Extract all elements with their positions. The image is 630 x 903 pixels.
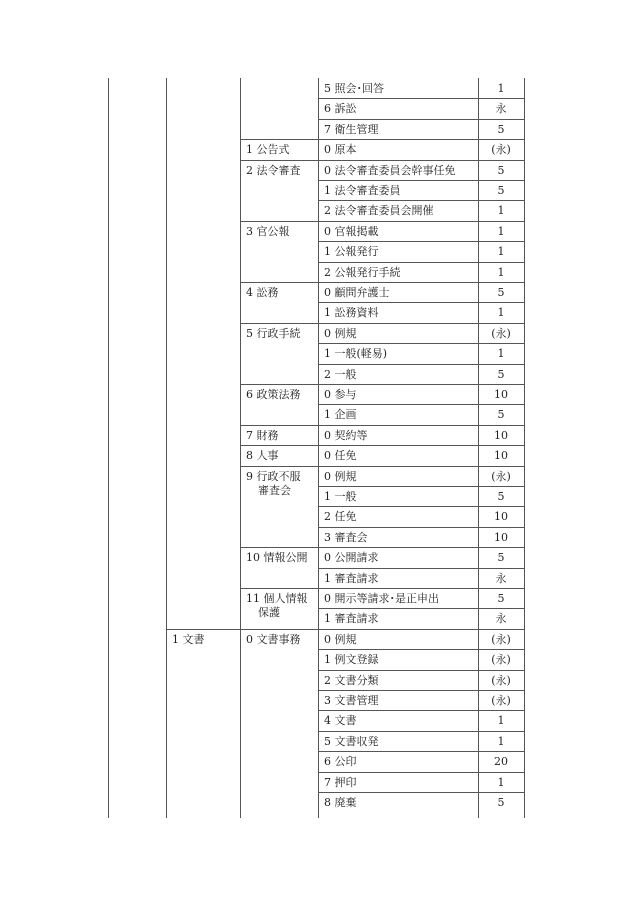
category-detail: 0 官報掲載: [324, 224, 379, 238]
row-separator: [240, 323, 525, 324]
row-separator: [166, 629, 525, 630]
category-detail: 1 一般(軽易): [324, 347, 388, 361]
row-separator: [318, 119, 525, 120]
category-small: 4 訟務: [246, 286, 279, 299]
category-detail: 6 訴訟: [324, 102, 357, 116]
category-detail: 2 一般: [324, 367, 357, 381]
retention-period: (永): [491, 653, 511, 667]
category-small-line2: 審査会: [258, 483, 291, 497]
retention-period: 1: [497, 224, 505, 238]
retention-period: (永): [491, 694, 511, 707]
retention-period: 5: [497, 796, 505, 809]
category-detail: 1 一般: [324, 490, 357, 503]
retention-period: 5: [497, 184, 505, 197]
row-separator: [318, 608, 525, 609]
category-detail: 2 文書分類: [324, 673, 379, 687]
category-detail: 7 押印: [324, 775, 357, 789]
retention-period: 1: [497, 204, 505, 218]
retention-period: 5: [497, 367, 505, 381]
category-small: 2 法令審査: [246, 163, 301, 177]
category-detail: 0 任免: [324, 449, 357, 463]
row-separator: [318, 649, 525, 650]
retention-period: 5: [497, 163, 505, 177]
retention-period: (永): [491, 632, 511, 646]
table-vline-0: [108, 78, 109, 818]
retention-period: 5: [497, 551, 505, 565]
retention-period: 1: [497, 734, 505, 748]
row-separator: [318, 527, 525, 528]
category-detail: 7 衛生管理: [324, 122, 379, 136]
category-detail: 4 文書: [324, 714, 357, 728]
retention-period: 10: [494, 388, 508, 401]
category-small: 0 文書事務: [246, 632, 301, 646]
retention-period: 1: [497, 245, 505, 259]
category-detail: 0 例規: [324, 632, 357, 646]
row-separator: [318, 690, 525, 691]
row-separator: [240, 588, 525, 589]
row-separator: [240, 139, 525, 140]
row-separator: [318, 670, 525, 671]
category-detail: 1 法令審査委員: [324, 184, 401, 197]
category-small: 11 個人情報: [246, 592, 308, 605]
retention-period: 1: [497, 265, 505, 279]
retention-period: 1: [497, 775, 505, 789]
retention-period: 1: [497, 306, 505, 320]
row-separator: [240, 282, 525, 283]
row-separator: [318, 302, 525, 303]
category-small: 5 行政手続: [246, 326, 301, 340]
row-separator: [318, 200, 525, 201]
category-detail: 3 文書管理: [324, 694, 379, 707]
retention-period: 5: [497, 592, 505, 605]
table-vline-5: [524, 78, 525, 818]
category-detail: 0 開示等請求･是正申出: [324, 592, 439, 605]
row-separator: [318, 568, 525, 569]
table-vline-2: [240, 78, 241, 818]
category-detail: 0 例規: [324, 326, 357, 340]
category-small: 10 情報公開: [246, 551, 308, 565]
category-small-line2: 保護: [258, 606, 280, 619]
category-small: 3 官公報: [246, 224, 290, 238]
category-detail: 1 審査請求: [324, 612, 379, 626]
retention-period: 1: [497, 714, 505, 728]
row-separator: [318, 710, 525, 711]
row-separator: [318, 364, 525, 365]
category-detail: 0 法令審査委員会幹事任免: [324, 163, 456, 177]
retention-period: (永): [491, 469, 511, 483]
table-vline-3: [318, 78, 319, 818]
row-separator: [318, 772, 525, 773]
category-detail: 1 例文登録: [324, 653, 379, 667]
category-detail: 2 法令審査委員会開催: [324, 204, 434, 218]
row-separator: [318, 486, 525, 487]
retention-period: 永: [495, 571, 507, 585]
category-detail: 1 審査請求: [324, 571, 379, 585]
row-separator: [318, 404, 525, 405]
category-detail: 1 公報発行: [324, 245, 379, 259]
retention-period: 10: [494, 428, 508, 442]
retention-period: 10: [494, 449, 508, 463]
retention-period: (永): [491, 673, 511, 687]
category-detail: 0 例規: [324, 469, 357, 483]
category-small: 6 政策法務: [246, 388, 301, 401]
category-detail: 5 文書収発: [324, 734, 379, 748]
retention-period: 5: [497, 122, 505, 136]
row-separator: [318, 506, 525, 507]
category-detail: 0 参与: [324, 388, 357, 401]
row-separator: [240, 384, 525, 385]
row-separator: [318, 792, 525, 793]
category-detail: 3 審査会: [324, 530, 368, 544]
category-detail: 0 公開請求: [324, 551, 379, 565]
row-separator: [318, 180, 525, 181]
category-mid: 1 文書: [172, 632, 205, 646]
row-separator: [318, 98, 525, 99]
table-vline-1: [166, 78, 167, 818]
row-separator: [240, 221, 525, 222]
category-small: 9 行政不服: [246, 469, 301, 483]
row-separator: [318, 262, 525, 263]
retention-period: 1: [497, 82, 505, 95]
row-separator: [240, 466, 525, 467]
retention-period: 永: [495, 612, 507, 626]
row-separator: [240, 425, 525, 426]
category-detail: 1 企画: [324, 408, 357, 422]
category-detail: 2 公報発行手続: [324, 265, 401, 279]
category-small: 8 人事: [246, 449, 279, 463]
row-separator: [240, 160, 525, 161]
row-separator: [318, 343, 525, 344]
retention-period: 5: [497, 408, 505, 422]
category-small: 1 公告式: [246, 143, 290, 157]
retention-period: 10: [494, 510, 508, 524]
row-separator: [318, 241, 525, 242]
row-separator: [240, 445, 525, 446]
retention-period: 1: [497, 347, 505, 361]
category-small: 7 財務: [246, 428, 279, 442]
category-detail: 5 照会･回答: [324, 82, 384, 95]
retention-period: 5: [497, 286, 505, 299]
category-detail: 6 公印: [324, 755, 357, 769]
category-detail: 0 契約等: [324, 428, 368, 442]
category-detail: 0 顧問弁護士: [324, 286, 390, 299]
category-detail: 0 原本: [324, 143, 357, 157]
row-separator: [318, 751, 525, 752]
retention-period: 5: [497, 490, 505, 503]
retention-period: (永): [491, 326, 511, 340]
retention-period: 20: [494, 755, 508, 769]
retention-period: 10: [494, 530, 508, 544]
retention-period: (永): [491, 143, 511, 157]
table-vline-4: [478, 78, 479, 818]
category-detail: 8 廃棄: [324, 796, 357, 809]
category-detail: 2 任免: [324, 510, 357, 524]
row-separator: [318, 731, 525, 732]
row-separator: [240, 547, 525, 548]
category-detail: 1 訟務資料: [324, 306, 379, 320]
retention-period: 永: [495, 102, 507, 116]
